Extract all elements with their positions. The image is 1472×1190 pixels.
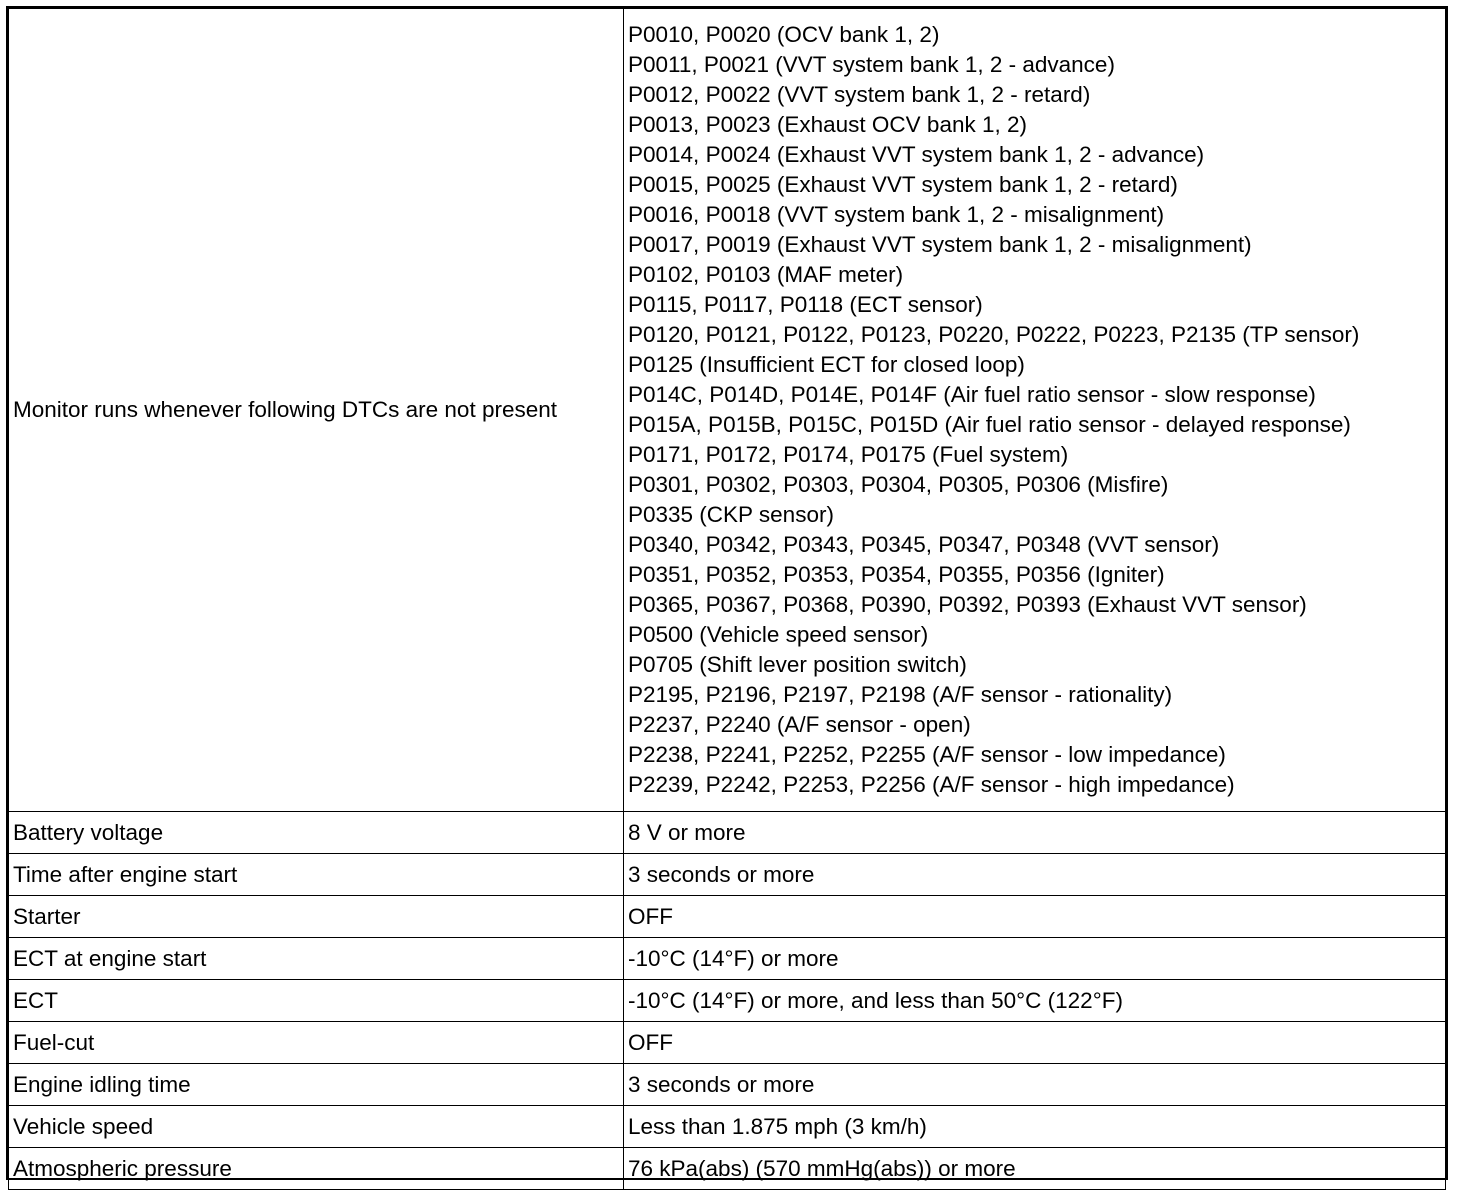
table-row bbox=[9, 1064, 1446, 1106]
table-row bbox=[9, 1106, 1446, 1148]
condition-value: -10°C (14°F) or more, and less than 50°C (122°F) bbox=[624, 980, 1446, 1022]
condition-value: OFF bbox=[624, 1022, 1446, 1064]
dtc-item: P0125 (Insufficient ECT for closed loop) bbox=[628, 352, 1025, 377]
condition-value: OFF bbox=[624, 896, 1446, 938]
conditions-table-frame bbox=[6, 6, 1448, 1180]
table-row bbox=[9, 854, 1446, 896]
table-row bbox=[9, 896, 1446, 938]
dtc-item: P0011, P0021 (VVT system bank 1, 2 - advance) bbox=[628, 52, 1115, 77]
dtc-item: P0015, P0025 (Exhaust VVT system bank 1, 2 - retard) bbox=[628, 172, 1178, 197]
condition-value: 8 V or more bbox=[624, 812, 1446, 854]
dtc-item: P0102, P0103 (MAF meter) bbox=[628, 262, 904, 287]
dtc-item: P0351, P0352, P0353, P0354, P0355, P0356 (Igniter) bbox=[628, 562, 1165, 587]
table-row-monitor bbox=[9, 9, 1446, 812]
dtc-item: P0365, P0367, P0368, P0390, P0392, P0393 (Exhaust VVT sensor) bbox=[628, 592, 1307, 617]
dtc-item: P2195, P2196, P2197, P2198 (A/F sensor - rationality) bbox=[628, 682, 1173, 707]
dtc-item: P2239, P2242, P2253, P2256 (A/F sensor - high impedance) bbox=[628, 772, 1235, 797]
table-row bbox=[9, 980, 1446, 1022]
dtc-item: P0301, P0302, P0303, P0304, P0305, P0306 (Misfire) bbox=[628, 472, 1169, 497]
dtc-item: P0014, P0024 (Exhaust VVT system bank 1, 2 - advance) bbox=[628, 142, 1205, 167]
dtc-item: P2237, P2240 (A/F sensor - open) bbox=[628, 712, 971, 737]
dtc-item: P0010, P0020 (OCV bank 1, 2) bbox=[628, 22, 940, 47]
dtc-item: P0017, P0019 (Exhaust VVT system bank 1, 2 - misalignment) bbox=[628, 232, 1252, 257]
dtc-item: P0340, P0342, P0343, P0345, P0347, P0348 (VVT sensor) bbox=[628, 532, 1220, 557]
dtc-item: P0013, P0023 (Exhaust OCV bank 1, 2) bbox=[628, 112, 1027, 137]
condition-label: Battery voltage bbox=[9, 812, 624, 854]
table-row bbox=[9, 812, 1446, 854]
dtc-item: P0016, P0018 (VVT system bank 1, 2 - misalignment) bbox=[628, 202, 1165, 227]
condition-label: ECT bbox=[9, 980, 624, 1022]
dtc-item: P0120, P0121, P0122, P0123, P0220, P0222, P0223, P2135 (TP sensor) bbox=[628, 322, 1360, 347]
condition-label: Vehicle speed bbox=[9, 1106, 624, 1148]
dtc-item: P0171, P0172, P0174, P0175 (Fuel system) bbox=[628, 442, 1069, 467]
condition-label: Fuel-cut bbox=[9, 1022, 624, 1064]
dtc-item: P2238, P2241, P2252, P2255 (A/F sensor - low impedance) bbox=[628, 742, 1226, 767]
monitor-condition-label: Monitor runs whenever following DTCs are not present bbox=[9, 9, 624, 812]
table-row bbox=[9, 1148, 1446, 1190]
condition-value: -10°C (14°F) or more bbox=[624, 938, 1446, 980]
condition-label: Starter bbox=[9, 896, 624, 938]
dtc-item: P0115, P0117, P0118 (ECT sensor) bbox=[628, 292, 983, 317]
dtc-item: P0012, P0022 (VVT system bank 1, 2 - retard) bbox=[628, 82, 1091, 107]
dtc-item: P014C, P014D, P014E, P014F (Air fuel ratio sensor - slow response) bbox=[628, 382, 1316, 407]
condition-label: Time after engine start bbox=[9, 854, 624, 896]
condition-value: 3 seconds or more bbox=[624, 854, 1446, 896]
dtc-item: P015A, P015B, P015C, P015D (Air fuel ratio sensor - delayed response) bbox=[628, 412, 1351, 437]
condition-label: Engine idling time bbox=[9, 1064, 624, 1106]
dtc-list-cell bbox=[624, 9, 1446, 812]
condition-label: ECT at engine start bbox=[9, 938, 624, 980]
table-row bbox=[9, 1022, 1446, 1064]
condition-label: Atmospheric pressure bbox=[9, 1148, 624, 1190]
condition-value: 76 kPa(abs) (570 mmHg(abs)) or more bbox=[624, 1148, 1446, 1190]
condition-value: Less than 1.875 mph (3 km/h) bbox=[624, 1106, 1446, 1148]
dtc-item: P0335 (CKP sensor) bbox=[628, 502, 834, 527]
table-row bbox=[9, 938, 1446, 980]
dtc-item: P0500 (Vehicle speed sensor) bbox=[628, 622, 929, 647]
conditions-table bbox=[8, 8, 1446, 1190]
dtc-item: P0705 (Shift lever position switch) bbox=[628, 652, 967, 677]
condition-value: 3 seconds or more bbox=[624, 1064, 1446, 1106]
